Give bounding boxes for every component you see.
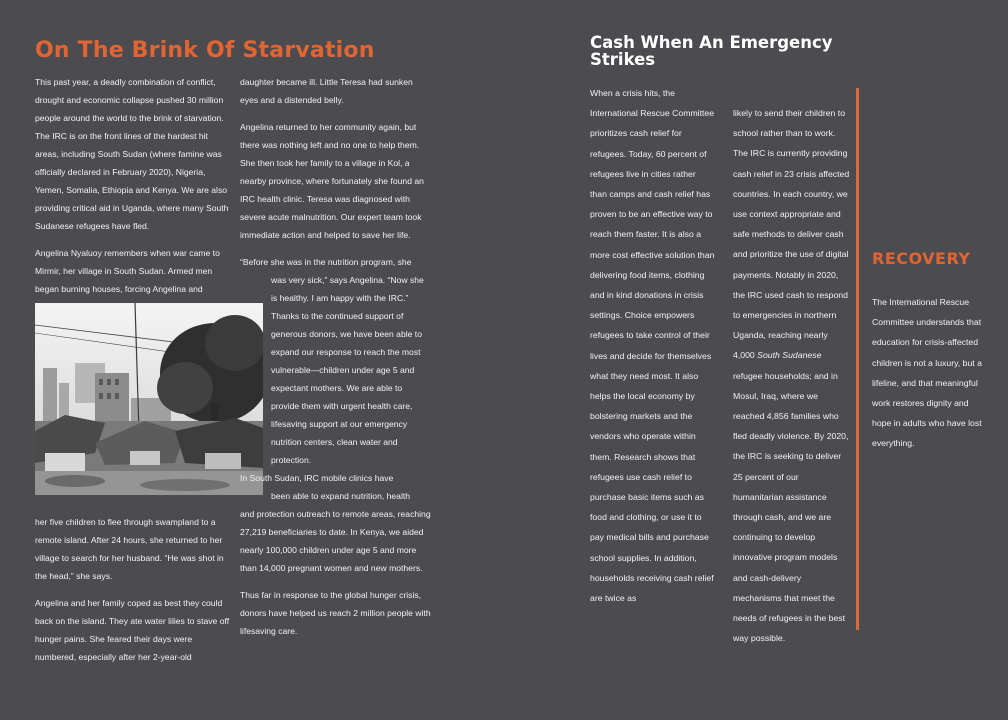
italic-phrase: South Sudanese xyxy=(757,350,822,361)
paragraph: and protection outreach to remote areas, reaching 27,219 beneficiaries to date. In Kenya, we aided nearly 100,000 children under age 5 and more than 14,000 pregnant women and new mothers. xyxy=(240,509,431,573)
right-column-2-part-b: refugee households; and in Mosul, Iraq, where we reached 4,856 families who fled deadly violence. By 2020, the IRC is seeking to deliver 25 percent of our humanitarian assistance through cash, and we are continuing to develop innovative program models and cash-delivery mechanisms that meet the needs of refugees in the best way possible. xyxy=(733,370,849,644)
quote-lead-text: “Before she was in the nutrition program, she xyxy=(240,257,412,267)
photo-illustration xyxy=(35,303,263,495)
paragraph: daughter became ill. Little Teresa had sunken eyes and a distended belly. xyxy=(240,77,413,105)
refugee-settlement-photo xyxy=(35,303,263,495)
paragraph: Angelina Nyaluoy remembers when war came to Mirmir, her village in South Sudan. Armed men began burning houses, forcing Angelina and xyxy=(35,248,220,294)
quote-lead xyxy=(240,253,432,271)
right-column-2-part-a: likely to send their children to school rather than to work. The IRC is currently providing cash relief in 23 crisis affected countries. In each country, we use context appropriate and safe methods to deliver cash and prioritize the use of digital payments. Notably in 2020, the IRC used cash to respond to emergencies in northern Uganda, reaching nearly 4,000 xyxy=(733,108,850,361)
quote-body: was very sick,” says Angelina. “Now she is healthy. I am happy with the IRC.” Thanks to the continued support of generous donors, we have been able to expand our response to reach the most vulnerable—children under age 5 and expectant mothers. We are able to provide them with urgent health care, lifesaving support at our emergency nutrition centers, clean water and protection. xyxy=(271,275,424,465)
right-column-1: When a crisis hits, the International Rescue Committee prioritizes cash relief for refugees. Today, 60 percent of refugees live in cities rather than camps and cash relief has proven to be an effective way to reach them faster. It is also a more cost effective solution than delivering food items, clothing and in kind donations in crisis settings. Choice empowers refugees to take control of their lives and decide for themselves what they need most. It also helps the local economy by bolstering markets and the vendors who operate within them. Research shows that refugees use cash relief to purchase basic items such as food and clothing, or use it to pay medical bills and purchase school supplies. In addition, households receiving cash relief are twice as xyxy=(590,88,715,604)
paragraph: This past year, a deadly combination of conflict, drought and economic collapse pushed 30 million people around the world to the brink of starvation. The IRC is on the front lines of the hardest hit areas, including South Sudan (where famine was officially declared in February 2020), Nigeria, Yemen, Somalia, Ethiopia and Kenya. We are also providing critical aid in Uganda, where many South Sudanese refugees have fled. xyxy=(35,77,229,231)
paragraph: Angelina returned to her community again, but there was nothing left and no one to help them. She then took her family to a village in Kol, a nearby province, where fortunately she found an IRC health clinic. Teresa was diagnosed with severe acute malnutrition. Our expert team took immediate action and helped to save her life. xyxy=(240,122,424,240)
paragraph: Thus far in response to the global hunger crisis, donors have helped us reach 2 million people with lifesaving care. xyxy=(240,590,431,636)
paragraph: her five children to flee through swampland to a remote island. After 24 hours, she returned to her village to search for her husband. “He was shot in the head,” she says. xyxy=(35,517,224,581)
left-column-1-top xyxy=(35,73,230,307)
recovery-heading: RECOVERY xyxy=(872,249,971,268)
mobile-clinics-lead: In South Sudan, IRC mobile clinics have xyxy=(240,473,394,483)
recovery-body: The International Rescue Committee understands that education for crisis-affected children is not a luxury, but a lifeline, and that meaningful work restores dignity and hope in adults who have lost everything. xyxy=(872,297,982,449)
left-column-1-bottom xyxy=(35,513,230,675)
mobile-clinics-rest: been able to expand nutrition, health xyxy=(271,491,411,501)
paragraph: Angelina and her family coped as best they could back on the island. They ate water lilies to stave off hunger pains. She feared their days were numbered, especially after her 2-year-old xyxy=(35,598,230,662)
right-column-2 xyxy=(733,103,851,648)
orange-divider-rule xyxy=(856,88,859,630)
right-page-title: Cash When An Emergency Strikes xyxy=(590,33,833,69)
left-column-2 xyxy=(240,73,432,649)
left-page-title: On The Brink Of Starvation xyxy=(35,38,375,63)
